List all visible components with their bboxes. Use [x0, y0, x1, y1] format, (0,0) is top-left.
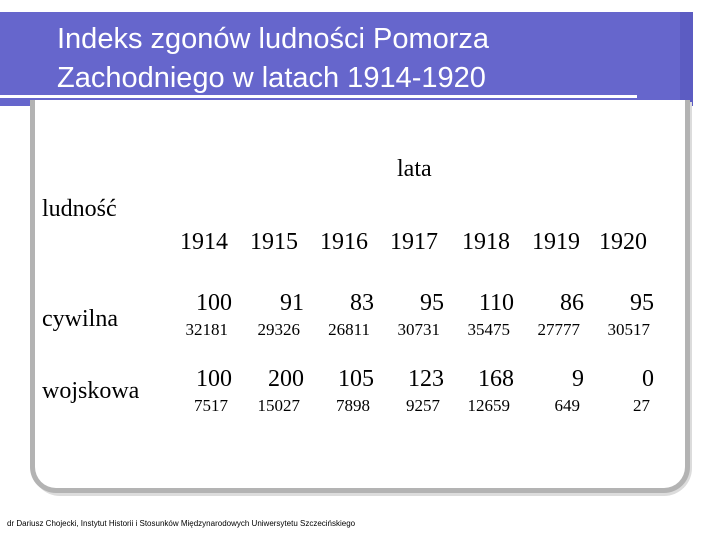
deaths-cell: 12659 — [467, 396, 510, 415]
year-header: 1919 — [532, 229, 580, 255]
index-cell: 123 — [408, 366, 444, 392]
row-label-cywilna: cywilna — [42, 306, 118, 332]
deaths-cell: 30517 — [607, 320, 650, 339]
deaths-cell: 27777 — [537, 320, 580, 339]
index-cell: 9 — [572, 366, 584, 392]
year-header: 1920 — [599, 229, 647, 255]
footer-credit: dr Dariusz Chojecki, Instytut Historii i Stosunków Międzynarodowych Uniwersytetu Szczecińskiego — [7, 519, 356, 528]
deaths-cell: 35475 — [467, 320, 510, 339]
deaths-cell: 7898 — [336, 396, 370, 415]
index-cell: 100 — [196, 290, 232, 316]
year-header: 1914 — [180, 229, 228, 255]
slide-title — [57, 20, 657, 98]
index-cell: 168 — [478, 366, 514, 392]
index-cell: 83 — [350, 290, 374, 316]
title-bar-edge — [680, 12, 693, 106]
deaths-cell: 30731 — [397, 320, 440, 339]
deaths-cell: 649 — [554, 396, 580, 415]
deaths-cell: 27 — [633, 396, 650, 415]
index-cell: 110 — [478, 290, 514, 316]
index-cell: 95 — [630, 290, 654, 316]
index-cell: 86 — [560, 290, 584, 316]
index-cell: 200 — [268, 366, 304, 392]
slide-title-line-1: Indeks zgonów ludności Pomorza — [57, 23, 490, 55]
deaths-cell: 26811 — [328, 320, 370, 339]
row-group-header: ludność — [42, 196, 117, 222]
column-group-header: lata — [397, 156, 432, 182]
deaths-cell: 15027 — [257, 396, 300, 415]
year-header: 1916 — [320, 229, 368, 255]
index-cell: 95 — [420, 290, 444, 316]
slide-title-line-2: Zachodniego w latach 1914-1920 — [57, 62, 486, 94]
index-cell: 100 — [196, 366, 232, 392]
year-header: 1915 — [250, 229, 298, 255]
deaths-cell: 29326 — [257, 320, 300, 339]
index-cell: 91 — [280, 290, 304, 316]
deaths-cell: 32181 — [185, 320, 228, 339]
row-label-wojskowa: wojskowa — [42, 378, 140, 404]
year-header: 1918 — [462, 229, 510, 255]
year-header: 1917 — [390, 229, 438, 255]
index-cell: 0 — [642, 366, 654, 392]
deaths-cell: 9257 — [406, 396, 440, 415]
index-cell: 105 — [338, 366, 374, 392]
title-underline — [0, 95, 637, 98]
deaths-cell: 7517 — [194, 396, 228, 415]
